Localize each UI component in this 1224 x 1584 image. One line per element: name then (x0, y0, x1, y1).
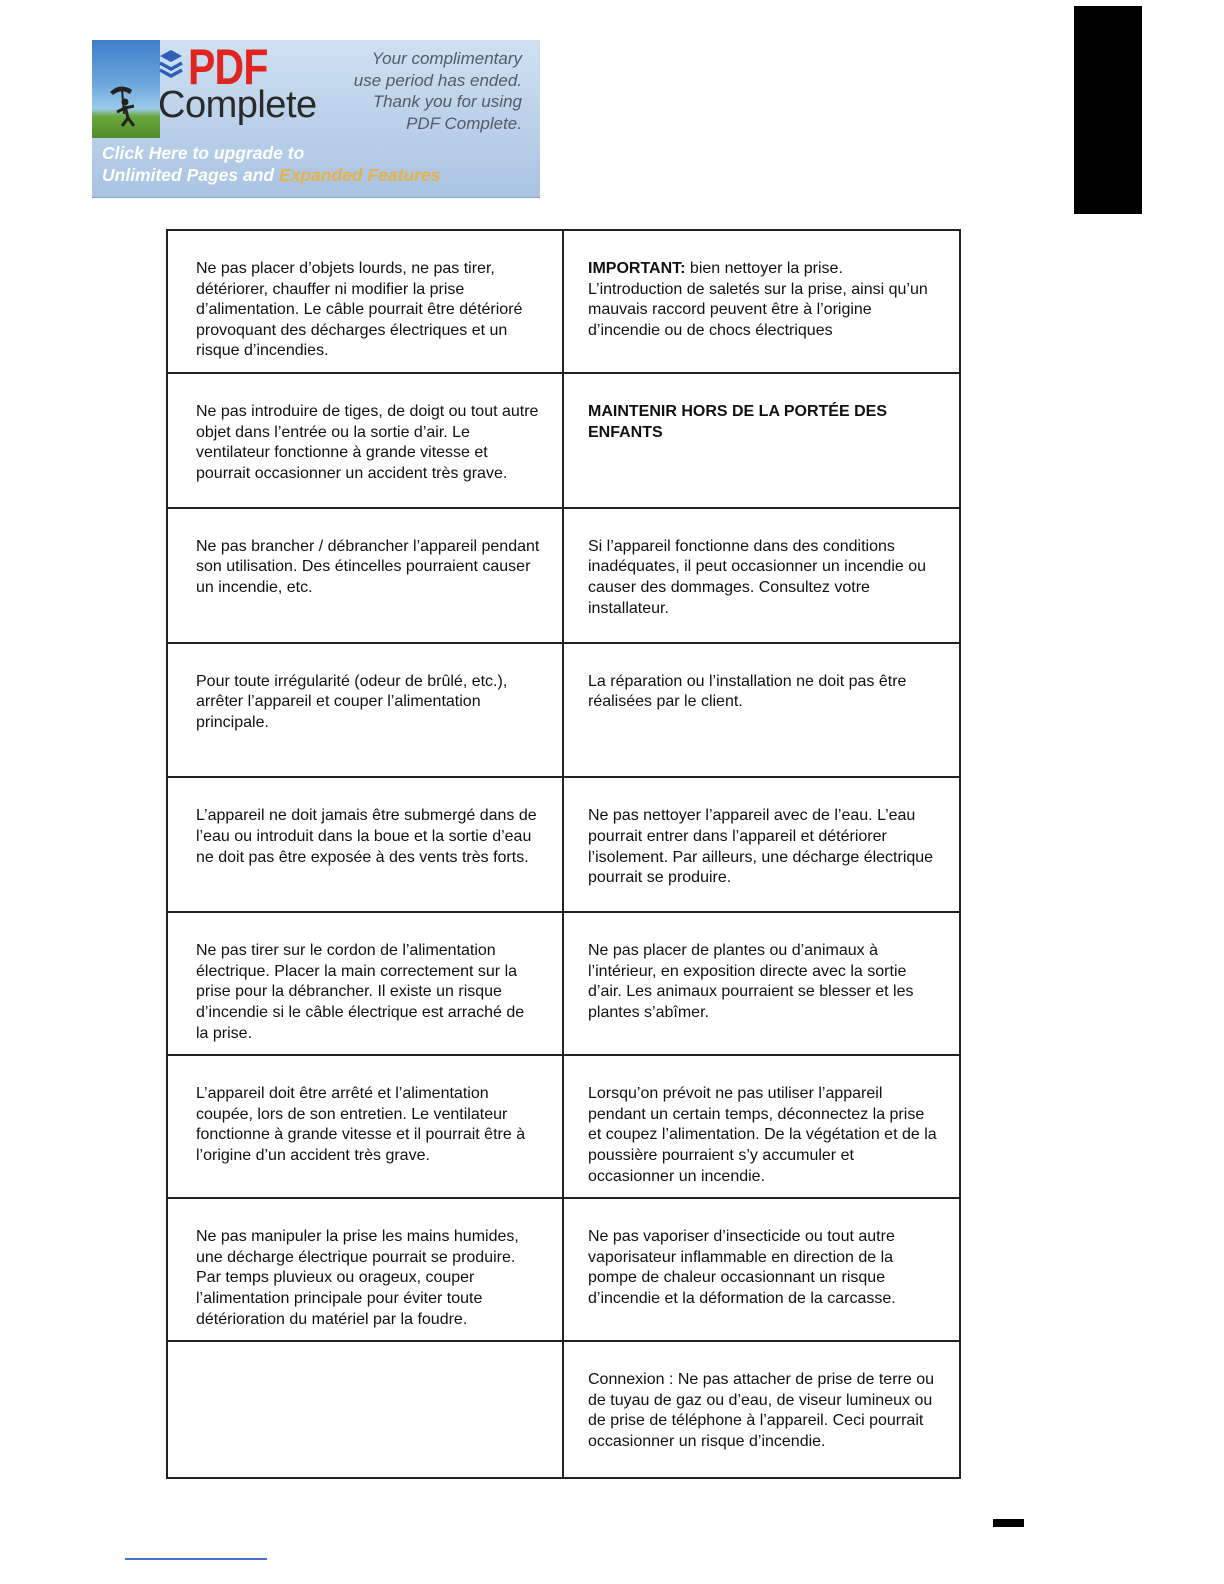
instruction-text: Ne pas nettoyer l’appareil avec de l’eau. L’eau pourrait entrer dans l’appareil et détériorer l’isolement. Par ailleurs, une décharge électrique pourrait se produire. (588, 807, 934, 887)
safety-instructions-table (166, 229, 961, 1479)
banner-illustration (92, 40, 160, 138)
instruction-cell (168, 374, 564, 509)
logo-pdf-text: PDF (188, 39, 268, 95)
upgrade-banner[interactable] (92, 40, 540, 198)
instruction-text: Pour toute irrégularité (odeur de brûlé, etc.), arrêter l’appareil et couper l’alimentation principale. (196, 672, 508, 731)
instruction-text: Connexion : Ne pas attacher de prise de terre ou de tuyau de gaz ou d’eau, de viseur lumineux ou de prise de téléphone à l’appareil. Ceci pourrait occasionner un risque d’incendie. (588, 1371, 934, 1450)
instruction-text: Ne pas placer d’objets lourds, ne pas tirer, détériorer, chauffer ni modifier la prise d’alimentation. Le câble pourrait être détérioré provoquant des décharges électriques et un risque d’incendies. (196, 260, 523, 360)
instruction-cell (564, 913, 961, 1056)
instruction-cell (168, 509, 564, 644)
instruction-text: Lorsqu’on prévoit ne pas utiliser l’appareil pendant un certain temps, déconnectez la prise et coupez l’alimentation. De la végétation et de la poussière pourraient s’y accumuler et occasionner un incendie. (588, 1085, 937, 1185)
upgrade-line-2-b: Expanded Features (278, 165, 441, 185)
page-marker (993, 1519, 1024, 1527)
thanks-line: use period has ended. (353, 70, 522, 90)
instruction-cell (168, 778, 564, 913)
instruction-cell (168, 231, 564, 374)
upgrade-link[interactable] (102, 142, 440, 186)
thanks-line: PDF Complete. (406, 113, 522, 133)
instruction-text: Ne pas introduire de tiges, de doigt ou tout autre objet dans l’entrée ou la sortie d’air. Le ventilateur fonctionne à grande vitesse et pourrait occasionner un accident très grave. (196, 402, 539, 482)
instruction-cell (168, 644, 564, 779)
instruction-cell (168, 913, 564, 1056)
page-edge-tab (1074, 6, 1142, 214)
logo-complete-text: Complete (158, 84, 317, 126)
instruction-text: Si l’appareil fonctionne dans des conditions inadéquates, il peut occasionner un incendie ou causer des dommages. Consultez votre installateur. (588, 537, 927, 617)
instruction-text: L’appareil doit être arrêté et l’alimentation coupée, lors de son entretien. Le ventilateur fonctionne à grande vitesse et il pourrait être à l’origine d’un accident très grave. (196, 1085, 526, 1165)
instruction-cell (564, 1056, 961, 1199)
instruction-text: Ne pas manipuler la prise les mains humides, une décharge électrique pourrait se produire. Par temps pluvieux ou orageux, couper l’alimentation principale pour éviter toute détérioration du matériel par la foudre. (196, 1228, 519, 1328)
instruction-cell (168, 1199, 564, 1342)
thanks-line: Thank you for using (372, 92, 522, 111)
instruction-text: Ne pas vaporiser d’insecticide ou tout autre vaporisateur inflammable en direction de la pompe de chaleur occasionnant un risque d’incendie et la déformation de la carcasse. (588, 1228, 896, 1307)
instruction-text: Ne pas brancher / débrancher l’appareil pendant son utilisation. Des étincelles pourraient causer un incendie, etc. (196, 537, 540, 596)
instruction-text: bien nettoyer la prise. L’introduction de saletés sur la prise, ainsi qu’un mauvais raccord peuvent être à l’origine d’incendie ou de chocs électriques (588, 260, 928, 339)
important-label: IMPORTANT: (588, 260, 686, 277)
empty-cell (168, 1342, 564, 1477)
instruction-text: L’appareil ne doit jamais être submergé dans de l’eau ou introduit dans la boue et la sortie d’eau ne doit pas être exposée à des vents très forts. (196, 807, 537, 866)
instruction-cell (564, 1199, 961, 1342)
instruction-cell (564, 509, 961, 644)
instruction-text: La réparation ou l’installation ne doit pas être réalisées par le client. (588, 672, 907, 711)
instruction-cell (564, 1342, 961, 1477)
upgrade-line-2-a: Unlimited Pages and (102, 165, 279, 185)
instruction-text: Ne pas placer de plantes ou d’animaux à l’intérieur, en exposition directe avec la sortie d’air. Les animaux pourraient se blesser et les plantes s’abîmer. (588, 942, 914, 1022)
instruction-cell (564, 231, 961, 374)
thank-you-message (322, 48, 522, 134)
upgrade-line-1: Click Here to upgrade to (102, 143, 305, 163)
instruction-cell (564, 374, 961, 509)
instruction-cell (168, 1056, 564, 1199)
warning-heading: MAINTENIR HORS DE LA PORTÉE DES ENFANTS (588, 402, 887, 441)
pdf-logo-icon (158, 50, 184, 80)
instruction-cell (564, 644, 961, 779)
thanks-line: Your complimentary (371, 49, 522, 68)
footer-rule (125, 1558, 267, 1560)
instruction-cell (564, 778, 961, 913)
instruction-text: Ne pas tirer sur le cordon de l’alimentation électrique. Placer la main correctement sur la prise pour la débrancher. Il existe un risque d’incendie si le câble électrique est arraché de la prise. (196, 942, 525, 1042)
upgrade-line-2 (102, 164, 440, 186)
